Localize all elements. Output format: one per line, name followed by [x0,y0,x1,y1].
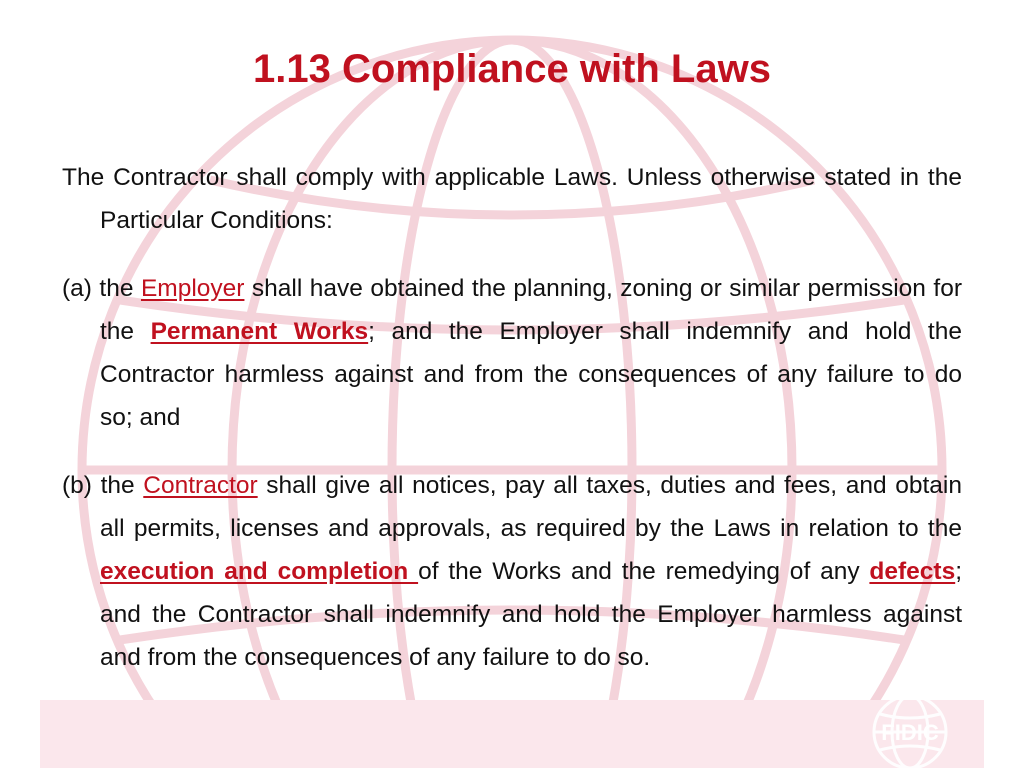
svg-text:FIDIC: FIDIC [881,720,939,745]
paragraph-a [62,267,962,439]
para-a-text-2: shall have obtained the planning, zoning or similar permission for the [100,275,962,345]
paragraph-b [62,464,962,679]
permanent-works-link[interactable]: Permanent Works [150,318,369,345]
para-b-text-3: of the Works and the remedying of any [418,558,870,585]
para-b-text-1: (b) the [62,472,144,499]
contractor-link[interactable]: Contractor [143,472,258,499]
bottom-band [40,700,984,768]
clause-body [62,156,962,704]
para-b-text-2: shall give all notices, pay all taxes, duties and fees, and obtain all permits, licenses and approvals, as required by the Laws in relation to the [100,472,962,542]
intro-paragraph: The Contractor shall comply with applicable Laws. Unless otherwise stated in the Particular Conditions: [62,164,962,234]
para-a-text-1: (a) the [62,275,141,302]
para-b-text-4: ; and the Contractor shall indemnify and hold the Employer harmless against and from the consequences of any failure to do so. [100,558,963,671]
employer-link[interactable]: Employer [140,275,245,302]
page-title: 1.13 Compliance with Laws [253,47,771,91]
defects-link[interactable]: defects [869,558,956,585]
execution-and-completion-link[interactable]: execution and completion [100,558,419,585]
para-a-text-3: ; and the Employer shall indemnify and hold the Contractor harmless against and from the consequences of any failure to do so; and [100,318,962,431]
